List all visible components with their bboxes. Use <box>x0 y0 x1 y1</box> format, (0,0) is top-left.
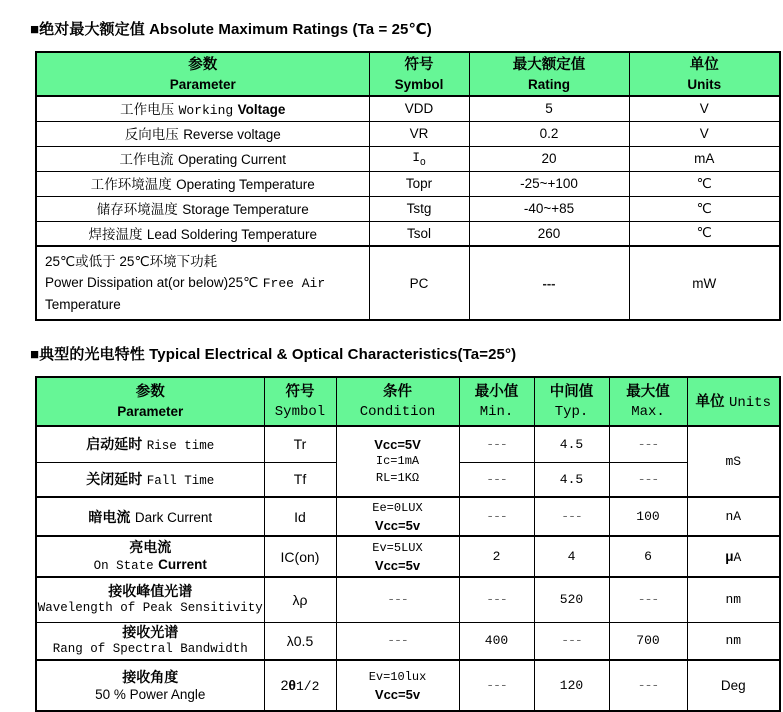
table-row-rise-time <box>36 426 780 462</box>
symbol-cell: Tf <box>264 462 336 497</box>
param-cell <box>36 146 369 171</box>
header-typ-cn: 中间值 <box>549 383 594 400</box>
header-parameter-cn: 参数 <box>188 56 218 73</box>
typ-cell: 4.5 <box>534 426 609 462</box>
typ-cell: 4 <box>534 536 609 577</box>
param-cn: 接收光谱 <box>122 623 179 640</box>
max-cell: --- <box>609 462 687 497</box>
param-cell <box>36 660 264 711</box>
header-condition-en: Condition <box>359 403 436 420</box>
min-cell: --- <box>459 660 534 711</box>
condition-line1: Ev=5LUX <box>372 540 423 555</box>
param-en: Reverse voltage <box>183 127 281 142</box>
header-rating <box>469 52 629 96</box>
param-en-mono: On State <box>93 558 154 573</box>
condition-cell <box>336 536 459 577</box>
symbol-cell: Tsol <box>369 221 469 246</box>
table-row-reverse-voltage <box>36 121 780 146</box>
param-cn: 关闭延时 <box>86 471 143 488</box>
header-units <box>629 52 780 96</box>
param-line2 <box>45 272 361 294</box>
condition-cell: --- <box>336 622 459 660</box>
units-cell: V <box>629 121 780 146</box>
condition-cell-merged <box>336 426 459 497</box>
param-mono: Working <box>178 103 234 119</box>
param-en: Operating Current <box>177 152 286 167</box>
param-cell <box>36 221 369 246</box>
rating-cell: -40~+85 <box>469 196 629 221</box>
header-symbol-en: Symbol <box>394 76 444 92</box>
header-parameter-en: Parameter <box>117 404 184 419</box>
param-cell <box>36 171 369 196</box>
typ-cell: 520 <box>534 577 609 622</box>
units-cell: nA <box>687 497 780 536</box>
units-cell: ℃ <box>629 196 780 221</box>
param-line1: 25℃或低于 25℃环境下功耗 <box>45 254 218 269</box>
symbol-cell <box>369 146 469 171</box>
condition-line2: Vcc=5v <box>374 517 421 533</box>
param-cn: 工作电压 <box>120 102 175 118</box>
symbol-cell <box>264 660 336 711</box>
param-line2-mono: Free Air <box>262 276 326 291</box>
table-row-lead-soldering-temperature <box>36 221 780 246</box>
header-symbol-cn: 符号 <box>285 383 315 400</box>
header-parameter-en: Parameter <box>169 76 236 92</box>
symbol-pre: 2 <box>280 676 289 693</box>
table-row-working-voltage <box>36 96 780 121</box>
param-en: Lead Soldering Temperature <box>146 226 318 242</box>
section-title-absolute-maximum-ratings: ■绝对最大额定值 Absolute Maximum Ratings (Ta = 25℃) <box>30 21 432 38</box>
min-cell: --- <box>459 462 534 497</box>
units-cell: nm <box>687 577 780 622</box>
param-cn: 接收峰值光谱 <box>108 582 193 599</box>
symbol-cell: Id <box>264 497 336 536</box>
header-condition-cn: 条件 <box>383 383 412 400</box>
condition-cell <box>336 497 459 536</box>
table-header-row <box>36 52 780 96</box>
header-max-cn: 最大值 <box>626 383 670 400</box>
theta-symbol: θ <box>288 676 296 693</box>
condition-line2: Ic=1mA <box>375 454 420 468</box>
header-min <box>459 377 534 426</box>
max-cell: --- <box>609 660 687 711</box>
param-cn: 亮电流 <box>129 538 172 555</box>
param-cn: 焊接温度 <box>88 226 143 242</box>
condition-line1: Ev=10lux <box>368 669 427 684</box>
param-cell <box>36 462 264 497</box>
param-cell <box>36 96 369 121</box>
symbol-post: 1/2 <box>295 678 320 694</box>
param-cell <box>36 536 264 577</box>
header-parameter-cn: 参数 <box>135 384 165 400</box>
max-cell: 6 <box>609 536 687 577</box>
units-cell: mA <box>629 146 780 171</box>
table-row-on-state-current <box>36 536 780 577</box>
symbol-cell: Topr <box>369 171 469 196</box>
param-en: Rang of Spectral Bandwidth <box>52 641 248 656</box>
units-cell-merged: mS <box>687 426 780 497</box>
param-en: 50 % Power Angle <box>95 686 206 702</box>
param-en: Dark Current <box>134 509 213 525</box>
param-en: Storage Temperature <box>182 202 309 217</box>
param-cell <box>36 426 264 462</box>
table-row-operating-current <box>36 146 780 171</box>
param-en: Wavelength of Peak Sensitivity <box>37 600 263 615</box>
param-cn: 接收角度 <box>122 668 179 685</box>
rating-cell: 260 <box>469 221 629 246</box>
min-cell: --- <box>459 426 534 462</box>
param-line3: Temperature <box>45 297 121 312</box>
header-symbol-en: Symbol <box>274 403 326 420</box>
header-parameter <box>36 52 369 96</box>
max-cell: 700 <box>609 622 687 660</box>
rating-cell: 20 <box>469 146 629 171</box>
param-cell <box>36 622 264 660</box>
characteristics-table <box>35 376 781 712</box>
param-en: Rise time <box>146 439 215 454</box>
param-cell <box>36 497 264 536</box>
table-row-operating-temperature <box>36 171 780 196</box>
param-cn: 储存环境温度 <box>96 202 178 217</box>
symbol-cell: Tstg <box>369 196 469 221</box>
param-cell <box>36 246 369 320</box>
header-typ <box>534 377 609 426</box>
param-en: Operating Temperature <box>176 177 315 192</box>
param-cn: 反向电压 <box>124 127 179 142</box>
table-row-storage-temperature <box>36 196 780 221</box>
units-cell <box>687 536 780 577</box>
header-rating-cn: 最大额定值 <box>512 56 586 73</box>
min-cell: 400 <box>459 622 534 660</box>
header-min-en: Min. <box>479 403 514 420</box>
header-symbol-cn: 符号 <box>404 56 434 73</box>
units-mu: μ <box>725 548 734 564</box>
symbol-cell: λρ <box>264 577 336 622</box>
rating-cell: --- <box>469 246 629 320</box>
param-cell <box>36 577 264 622</box>
units-a: A <box>733 549 742 565</box>
rating-cell: 0.2 <box>469 121 629 146</box>
min-cell: 2 <box>459 536 534 577</box>
units-cell: Deg <box>687 660 780 711</box>
param-en: Current <box>158 556 207 572</box>
header-min-cn: 最小值 <box>474 383 519 400</box>
header-max <box>609 377 687 426</box>
param-line2-sans: Power Dissipation at(or below)25℃ <box>45 275 259 290</box>
units-cell: nm <box>687 622 780 660</box>
param-cn: 工作环境温度 <box>90 177 172 192</box>
header-parameter <box>36 377 264 426</box>
param-en-line <box>37 556 264 575</box>
table-row-dark-current <box>36 497 780 536</box>
header-units-en: Units <box>728 394 771 411</box>
units-cell: V <box>629 96 780 121</box>
symbol-cell: VDD <box>369 96 469 121</box>
table-row-power-angle <box>36 660 780 711</box>
absolute-maximum-ratings-table <box>35 51 781 321</box>
header-symbol <box>369 52 469 96</box>
units-cell: ℃ <box>629 221 780 246</box>
param-cell <box>36 196 369 221</box>
condition-line2: Vcc=5v <box>374 686 421 702</box>
param-en: Fall Time <box>146 474 215 489</box>
typ-cell: --- <box>534 497 609 536</box>
param-cn: 启动延时 <box>86 436 143 453</box>
rating-cell: 5 <box>469 96 629 121</box>
header-max-en: Max. <box>631 403 665 420</box>
typ-cell: --- <box>534 622 609 660</box>
condition-line1: Vcc=5V <box>374 437 421 452</box>
condition-line3: RL=1KΩ <box>375 471 420 485</box>
max-cell: 100 <box>609 497 687 536</box>
units-cell: mW <box>629 246 780 320</box>
param-en: Voltage <box>237 102 286 118</box>
min-cell: --- <box>459 497 534 536</box>
max-cell: --- <box>609 577 687 622</box>
symbol-cell: VR <box>369 121 469 146</box>
section-title-typical-characteristics: ■典型的光电特性 Typical Electrical & Optical Characteristics(Ta=25°) <box>30 346 517 363</box>
param-cn: 工作电流 <box>119 152 174 167</box>
table-row-power-dissipation <box>36 246 780 320</box>
max-cell: --- <box>609 426 687 462</box>
header-units-cn: 单位 <box>689 56 719 73</box>
header-typ-en: Typ. <box>554 403 589 420</box>
table-header-row <box>36 377 780 426</box>
condition-line1: Ee=0LUX <box>372 500 423 515</box>
header-rating-en: Rating <box>528 76 570 92</box>
header-units <box>687 377 780 426</box>
condition-line2: Vcc=5v <box>374 557 421 573</box>
typ-cell: 4.5 <box>534 462 609 497</box>
symbol-cell: Tr <box>264 426 336 462</box>
symbol-subscript: O <box>420 157 426 169</box>
condition-cell: --- <box>336 577 459 622</box>
table-row-peak-wavelength <box>36 577 780 622</box>
header-symbol <box>264 377 336 426</box>
table-row-spectral-bandwidth <box>36 622 780 660</box>
header-units-cn: 单位 <box>695 393 725 410</box>
symbol-cell: λ0.5 <box>264 622 336 660</box>
units-cell: ℃ <box>629 171 780 196</box>
header-condition <box>336 377 459 426</box>
param-cn: 暗电流 <box>88 508 131 525</box>
header-units-en: Units <box>687 76 722 92</box>
min-cell: --- <box>459 577 534 622</box>
condition-cell <box>336 660 459 711</box>
symbol-main: I <box>412 150 421 166</box>
rating-cell: -25~+100 <box>469 171 629 196</box>
symbol-cell: PC <box>369 246 469 320</box>
typ-cell: 120 <box>534 660 609 711</box>
symbol-cell: IC(on) <box>264 536 336 577</box>
param-cell <box>36 121 369 146</box>
